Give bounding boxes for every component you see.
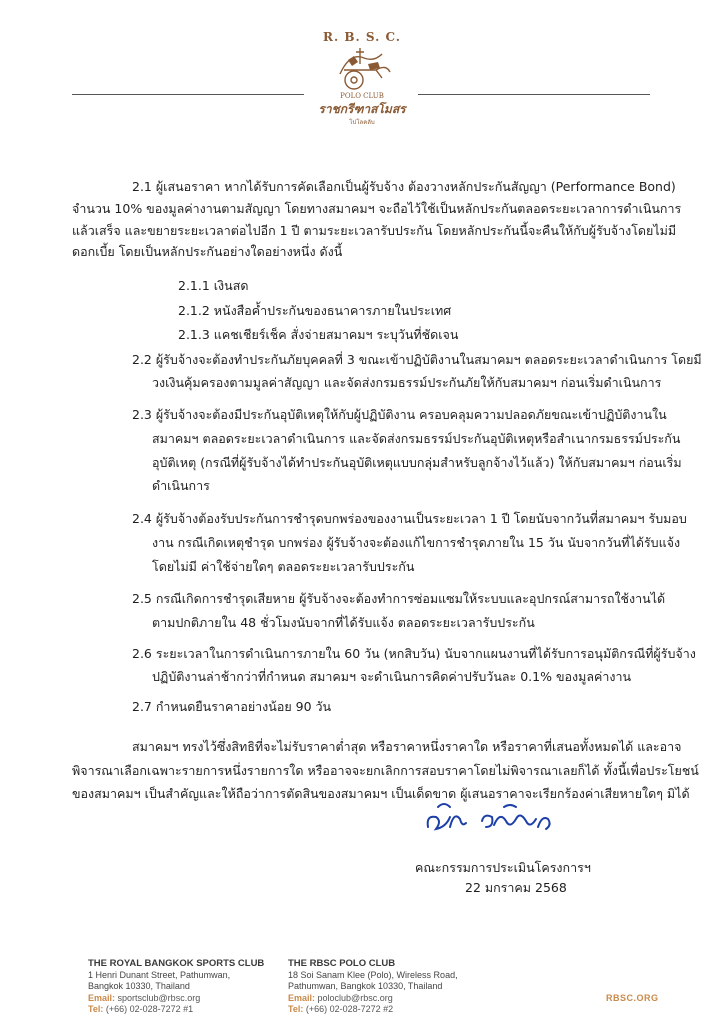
club-2-address-line-1: 18 Soi Sanam Klee (Polo), Wireless Road, (288, 969, 458, 980)
club-1-tel-label: Tel: (88, 1004, 104, 1014)
footer-club-2 (288, 958, 458, 1016)
header-rule-right (418, 94, 650, 95)
club-2-address-line-2: Pathumwan, Bangkok 10330, Thailand (288, 981, 443, 991)
text-line: 2.6 ระยะเวลาในการดำเนินการภายใน 60 วัน (หกสิบวัน) นับจากแผนงานที่ได้รับการอนุมัติกรณีที่ผู้รับจ้าง (132, 646, 696, 661)
logo-tagline: โปโลคลับ (349, 119, 375, 126)
text-line: ดอกเบี้ย โดยเป็นหลักประกันอย่างใดอย่างหนึ่ง ดังนี้ (72, 244, 343, 259)
text-line: 2.5 กรณีเกิดการชำรุดเสียหาย ผู้รับจ้างจะต้องทำการซ่อมแซมให้ระบบและอุปกรณ์สามารถใช้งานได้ (132, 591, 666, 606)
committee-name: คณะกรรมการประเมินโครงการฯ (415, 860, 591, 875)
list-item: 2.1.2 หนังสือค้ำประกันของธนาคารภายในประเทศ (178, 303, 452, 318)
list-item: 2.1.1 เงินสด (178, 278, 249, 293)
text-line: 2.3 ผู้รับจ้างจะต้องมีประกันอุบัติเหตุให้กับผู้ปฏิบัติงาน ครอบคลุมความปลอดภัยขณะเข้าปฏิบัติงานใน (132, 407, 667, 422)
text-line: จำนวน 10% ของมูลค่างานตามสัญญา โดยทางสมาคมฯ จะถือไว้ใช้เป็นหลักประกันตลอดระยะเวลาการดำเนินการ (72, 201, 682, 216)
club-1-email-label: Email: (88, 992, 116, 1003)
text-line: ปฏิบัติงานล่าช้ากว่าที่กำหนด สมาคมฯ จะดำเนินการคิดค่าปรับวันละ 0.1% ของมูลค่างาน (152, 669, 632, 684)
text-line: 2.1 ผู้เสนอราคา หากได้รับการคัดเลือกเป็นผู้รับจ้าง ต้องวางหลักประกันสัญญา (Performance Bond) (132, 179, 676, 194)
text-line: โดยไม่มี ค่าใช้จ่ายใดๆ ตลอดระยะเวลารับประกัน (152, 559, 415, 574)
signature (420, 797, 560, 843)
text-line: พิจารณาเลือกเฉพาะรายการหนึ่งรายการใด หรืออาจจะยกเลิกการสอบราคาโดยไม่พิจารณาเลยก็ได้ ทั้งนี้เพื่อประโยชน์ (72, 763, 699, 778)
text-line: ดำเนินการ (152, 478, 210, 493)
text-line: 2.2 ผู้รับจ้างจะต้องทำประกันภัยบุคคลที่ 3 ขณะเข้าปฏิบัติงานในสมาคมฯ ตลอดระยะเวลาดำเนินการ โดยมี (132, 352, 702, 367)
club-logo (300, 30, 424, 130)
header-rule-left (72, 94, 304, 95)
handwritten-signature-icon (420, 797, 560, 843)
list-item: 2.1.3 แคชเชียร์เช็ค สั่งจ่ายสมาคมฯ ระบุวันที่ชัดเจน (178, 327, 459, 342)
club-1-tel: (+66) 02-028-7272 #1 (105, 1004, 194, 1014)
club-2-tel: (+66) 02-028-7272 #2 (305, 1004, 394, 1014)
club-1-address-line-1: 1 Henri Dunant Street, Pathumwan, (88, 969, 231, 980)
text-line: 2.7 กำหนดยืนราคาอย่างน้อย 90 วัน (132, 699, 332, 714)
text-line: สมาคมฯ ทรงไว้ซึ่งสิทธิที่จะไม่รับราคาต่ำสุด หรือราคาหนึ่งราคาใด หรือราคาที่เสนอทั้งหมดได้ และอาจ (132, 739, 682, 754)
footer-club-1 (88, 958, 264, 1016)
chariot-emblem-icon (330, 44, 394, 92)
text-line: ตามปกติภายใน 48 ชั่วโมงนับจากที่ได้รับแจ้ง ตลอดระยะเวลารับประกัน (152, 615, 535, 630)
club-2-tel-label: Tel: (288, 1004, 304, 1014)
logo-subtitle: POLO CLUB (340, 92, 384, 100)
logo-thai-name: ราชกรีฑาสโมสร (318, 102, 406, 116)
document-date: 22 มกราคม 2568 (465, 880, 567, 895)
club-1-email[interactable]: sportsclub@rbsc.org (117, 992, 201, 1003)
logo-abbreviation: R. B. S. C. (323, 30, 401, 44)
club-1-address-line-2: Bangkok 10330, Thailand (88, 981, 190, 991)
text-line: งาน กรณีเกิดเหตุชำรุด บกพร่อง ผู้รับจ้างจะต้องแก้ไขการชำรุดภายใน 15 วัน นับจากวันที่ได้รับแจ้ง (152, 535, 681, 550)
club-2-name: THE RBSC POLO CLUB (288, 958, 396, 969)
text-line: วงเงินคุ้มครองตามมูลค่าสัญญา และจัดส่งกรมธรรม์ประกันภัยให้กับสมาคมฯ ก่อนเริ่มดำเนินการ (152, 375, 662, 390)
text-line: อุบัติเหตุ (กรณีที่ผู้รับจ้างได้ทำประกันอุบัติเหตุแบบกลุ่มสำหรับลูกจ้างไว้แล้ว) ให้กับสมาคมฯ ก่อนเริ่ม (152, 455, 682, 470)
text-line: ของสมาคมฯ เป็นสำคัญและให้ถือว่าการตัดสินของสมาคมฯ เป็นเด็ดขาด ผู้เสนอราคาจะเรียกร้องค่าเสียหายใดๆ มิได้ (72, 786, 690, 801)
text-line: สมาคมฯ ตลอดระยะเวลาดำเนินการ และจัดส่งกรมธรรม์ประกันอุบัติเหตุหรือสำเนากรมธรรม์ประกัน (152, 431, 681, 446)
text-line: แล้วเสร็จ และขยายระยะเวลาต่อไปอีก 1 ปี ตามระยะเวลารับประกัน โดยหลักประกันนี้จะคืนให้กับผู้รับจ้างโดยไม่มี (72, 223, 677, 238)
website-link[interactable]: RBSC.ORG (606, 993, 659, 1003)
club-2-email[interactable]: poloclub@rbsc.org (317, 992, 393, 1003)
club-2-email-label: Email: (288, 992, 316, 1003)
club-1-name: THE ROYAL BANGKOK SPORTS CLUB (88, 958, 265, 969)
text-line: 2.4 ผู้รับจ้างต้องรับประกันการชำรุดบกพร่องของงานเป็นระยะเวลา 1 ปี โดยนับจากวันที่สมาคมฯ รับมอบ (132, 511, 687, 526)
